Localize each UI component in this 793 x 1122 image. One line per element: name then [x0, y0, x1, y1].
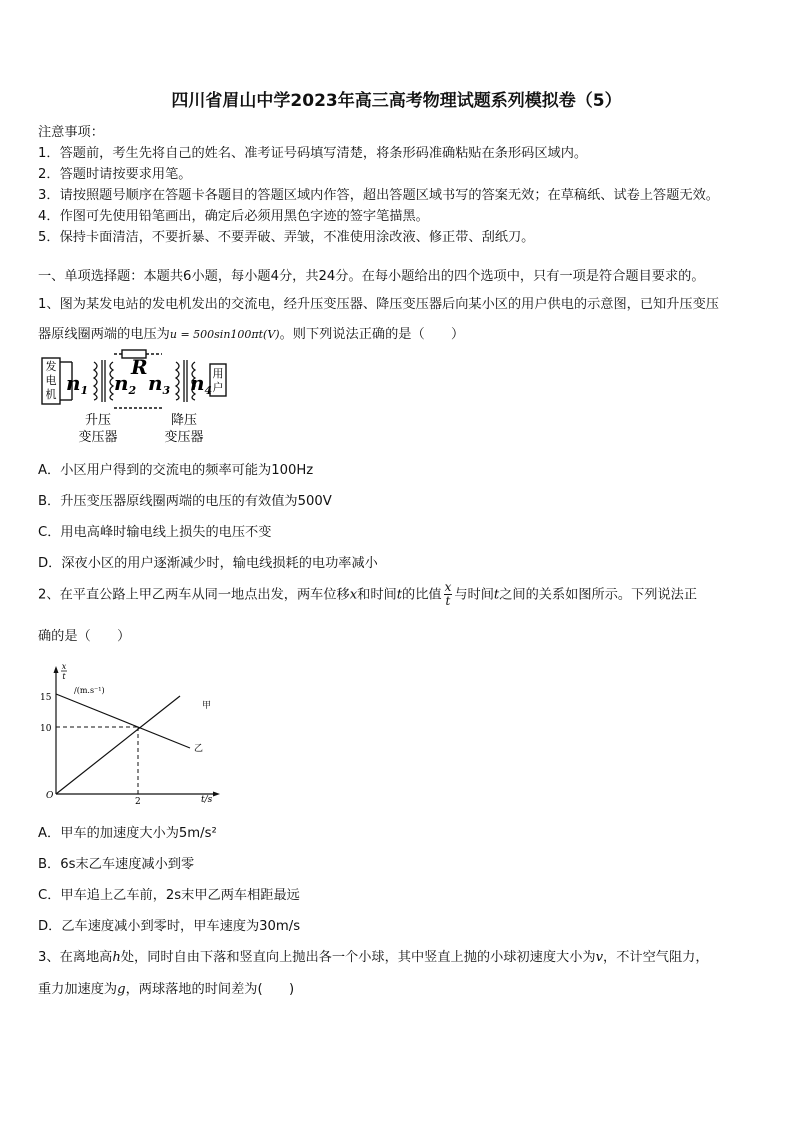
q2-text: 2、在平直公路上甲乙两车从同一地点出发，两车位移 — [38, 587, 350, 603]
y-label-den: t — [62, 672, 66, 681]
page-title: 四川省眉山中学2023年高三高考物理试题系列模拟卷（5） — [171, 91, 622, 111]
q3-text: 处，同时自由下落和竖直向上抛出各一个小球，其中竖直上抛的小球初速度大小为 — [120, 950, 596, 965]
line-yi — [56, 694, 190, 748]
step-up-caption-2: 变压器 — [78, 430, 118, 445]
q2-fraction: $\frac{x}{t}$ — [444, 580, 452, 608]
x-label: t/s — [201, 795, 213, 805]
tick-15: 15 — [40, 693, 52, 703]
q3-stem-line1 — [38, 946, 709, 965]
q1-voltage-formula: u = 500sin100πt(V) — [169, 328, 280, 341]
generator-label-2: 电 — [45, 374, 57, 387]
n4-label: $n_4$ — [190, 371, 213, 397]
q1-option-c: C．用电高峰时输电线上损失的电压不变 — [38, 525, 272, 540]
q3-text: 3、在离地高 — [38, 950, 113, 965]
q2-text: 与时间 — [454, 587, 494, 603]
r-label: R — [131, 355, 148, 379]
q3-text: 重力加速度为 — [38, 982, 118, 997]
step-down-caption-2: 变压器 — [164, 430, 204, 445]
q1-stem-line2 — [38, 323, 464, 342]
q3-text: ，不计空气阻力， — [603, 950, 709, 965]
q3-var-v: v — [595, 950, 604, 965]
q3-var-g: g — [117, 982, 126, 997]
q2-var-x: x — [349, 587, 358, 603]
coil-n2 — [110, 362, 113, 400]
coil-n1 — [94, 362, 97, 400]
q1-option-d: D．深夜小区的用户逐渐减少时，输电线损耗的电功率减小 — [38, 556, 378, 571]
n3-label: $n_3$ — [148, 371, 171, 397]
q2-text: 和时间 — [357, 587, 397, 603]
label-jia: 甲 — [202, 701, 212, 711]
notice-item: 2．答题时请按要求用笔。 — [38, 167, 192, 182]
generator-label-3: 机 — [45, 388, 57, 401]
q2-option-b: B．6s末乙车速度减小到零 — [38, 857, 195, 872]
step-up-caption-1: 升压 — [84, 413, 112, 428]
y-label-num: x — [61, 662, 67, 671]
user-label-1: 用 — [212, 367, 224, 380]
q1-option-a: A．小区用户得到的交流电的频率可能为100Hz — [38, 463, 314, 478]
user-label-2: 户 — [212, 381, 224, 394]
coil-n3 — [176, 362, 179, 400]
origin-label: O — [46, 791, 54, 801]
transmission-diagram — [38, 348, 228, 450]
step-down-caption-1: 降压 — [170, 413, 198, 428]
q2-text: 之间的关系如图所示。下列说法正 — [499, 587, 698, 603]
notice-item: 1．答题前，考生先将自己的姓名、准考证号码填写清楚，将条形码准确粘贴在条形码区域内。 — [38, 146, 588, 161]
notice-heading: 注意事项： — [38, 125, 104, 140]
q3-text: ，两球落地的时间差为( ) — [125, 982, 295, 997]
y-unit: /(m.s⁻¹) — [74, 686, 105, 695]
n1-label: $n_1$ — [66, 371, 89, 397]
generator-label-1: 发 — [45, 360, 57, 373]
q2-option-a: A．甲车的加速度大小为5m/s² — [38, 826, 217, 841]
q2-option-c: C．甲车追上乙车前，2s末甲乙两车相距最远 — [38, 888, 300, 903]
q1-stem-text: 器原线圈两端的电压为 — [38, 327, 170, 342]
q3-var-h: h — [112, 950, 121, 965]
tick-10: 10 — [40, 724, 52, 734]
q2-var-t: t — [396, 587, 403, 603]
q2-var-t: t — [493, 587, 500, 603]
q2-stem-line1 — [38, 581, 697, 608]
q3-stem-line2 — [38, 978, 294, 997]
tick-2: 2 — [135, 797, 141, 806]
q2-option-d: D．乙车速度减小到零时，甲车速度为30m/s — [38, 919, 301, 934]
q1-stem-text: 。则下列说法正确的是（ ） — [279, 327, 465, 342]
notice-item: 5．保持卡面清洁，不要折暴、不要弄破、弄皱，不准使用涂改液、修正带、刮纸刀。 — [38, 230, 535, 245]
line-jia — [56, 696, 180, 794]
notice-item: 4．作图可先使用铅笔画出，确定后必须用黑色字迹的签字笔描黑。 — [38, 209, 429, 224]
section-heading: 一、单项选择题：本题共6小题，每小题4分，共24分。在每小题给出的四个选项中，只有一项是符合题目要求的。 — [38, 269, 705, 284]
n2-label: $n_2$ — [114, 371, 137, 397]
q2-graph — [34, 660, 224, 806]
notice-item: 3．请按照题号顺序在答题卡各题目的答题区域内作答，超出答题区域书写的答案无效；在草稿纸、试卷上答题无效。 — [38, 188, 719, 203]
q2-text: 的比值 — [402, 587, 442, 603]
q2-stem-line2: 确的是（ ） — [38, 629, 131, 644]
label-yi: 乙 — [194, 744, 204, 754]
q1-option-b: B．升压变压器原线圈两端的电压的有效值为500V — [38, 494, 332, 509]
q1-stem-line1: 1、图为某发电站的发电机发出的交流电，经升压变压器、降压变压器后向某小区的用户供电的示意图，已知升压变压 — [38, 297, 719, 312]
